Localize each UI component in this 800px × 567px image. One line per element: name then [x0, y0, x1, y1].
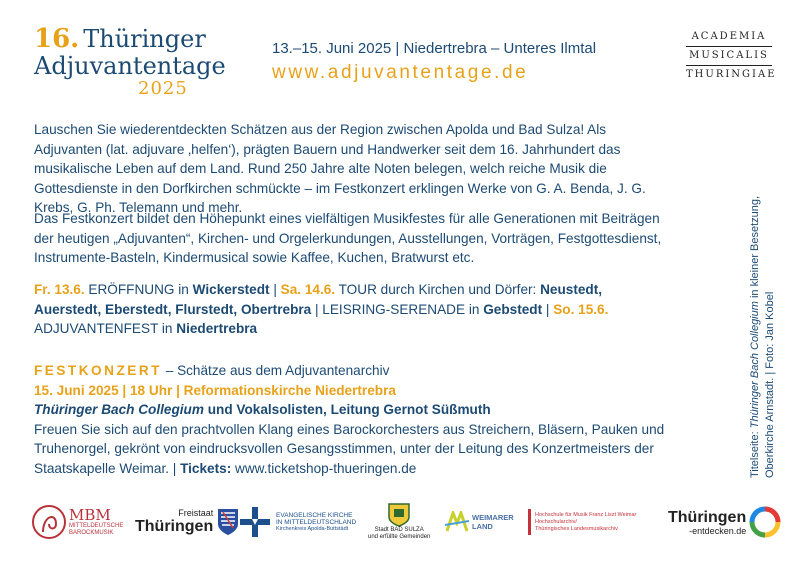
divider	[686, 65, 772, 66]
credit-prefix: Titelseite:	[749, 428, 761, 478]
intro-paragraph: Lauschen Sie wiederentdeckten Schätzen aus der Region zwischen Apolda und Bad Sulza! Als Adjuvanten (lat. adjuvare ‚helfen‘), prägten Bauern und Handwerker seit dem 16. Jahrhundert das musikalische Leben auf dem Land. Rund 250 Jahre alte Noten belegen, welch reiche Musik die Gottesdienste in den Dorfkirchen schmückte – im Festkonzert erklingen Werke von G. A. Benda, J. G. Krebs, G. Ph. Telemann und mehr.	[34, 122, 646, 215]
coat-of-arms-icon	[217, 508, 239, 536]
program-text: | LEISRING-SERENADE in	[311, 301, 484, 317]
credit-line2: Oberkirche Arnstadt. | Foto: Jan Kobel	[764, 291, 776, 478]
divider	[686, 46, 772, 47]
mbm-text: MBM	[69, 506, 111, 524]
thueringen-entdecken-logo	[668, 497, 781, 547]
program-location: Niedertrebra	[176, 321, 258, 336]
ekm-text: Kirchenkreis Apolda-Buttstädt	[276, 525, 349, 532]
ekm-text: IN MITTELDEUTSCHLAND	[276, 518, 357, 526]
weimarer-text: WEIMARER	[472, 513, 514, 522]
concert-description-block	[34, 420, 674, 479]
title-thueringer: Thüringer	[83, 25, 206, 53]
tickets-link[interactable]: www.ticketshop-thueringen.de	[231, 460, 417, 476]
program-text: ERÖFFNUNG in	[84, 282, 193, 297]
colorful-ring-icon	[749, 506, 781, 538]
cross-icon	[240, 507, 270, 537]
festival-logo	[34, 26, 226, 98]
academia-logo	[686, 30, 777, 82]
bad-sulza-logo	[368, 497, 430, 547]
hfm-text: Hochschule für Musik Franz Liszt Weimar	[535, 511, 637, 518]
program-date-sun: So. 15.6.	[553, 301, 609, 317]
te-thueringen-text: Thüringen	[668, 508, 747, 526]
program-location: Gebstedt	[483, 301, 543, 317]
separator: |	[269, 282, 281, 297]
program-location: Neustedt, Auerstedt, Eberstedt, Flurstedt, Obertrebra	[34, 282, 603, 317]
mbm-logo	[32, 497, 123, 547]
program-overview	[34, 280, 664, 339]
ekm-logo	[240, 497, 356, 547]
edition-number: 16.	[34, 24, 80, 54]
weimarer-land-icon	[445, 511, 469, 533]
program-text: ADJUVANTENFEST in	[34, 321, 177, 336]
mbm-emblem-icon	[32, 502, 66, 542]
program-location: Wickerstedt	[192, 282, 270, 297]
weimarer-land-logo	[445, 497, 514, 547]
ensemble-name: Thüringer Bach Collegium	[34, 402, 204, 417]
concert-dateline: 15. Juni 2025 | 18 Uhr | Reformationskirche Niedertrebra	[34, 382, 396, 398]
festkonzert-section	[34, 361, 674, 478]
bad-sulza-text: Stadt BAD SULZA	[374, 527, 424, 533]
thueringen-text: Thüringen	[135, 518, 214, 535]
musicalis-word: MUSICALIS	[689, 50, 769, 61]
festkonzert-label: FESTKONZERT	[34, 363, 162, 378]
credit-rest: in kleiner Besetzung,	[749, 195, 761, 302]
concert-description: Freuen Sie sich auf den prachtvollen Klang eines Barockorchesters aus Streichern, Bläsern, Pauken und Truhenorgel, gekrönt von eindrucksvollen Gesangsstimmen, unter der Leitung des Konzertmeisters der Staatskapelle Weimar. |	[34, 421, 665, 476]
te-entdecken-text: -entdecken.de	[689, 525, 747, 536]
bad-sulza-text: und erfüllte Gemeinden	[368, 534, 431, 540]
festival-year: 2025	[138, 78, 188, 99]
freistaat-thueringen-logo	[135, 497, 239, 547]
freistaat-text: Freistaat	[178, 508, 214, 518]
photo-credit	[748, 178, 778, 478]
hfm-weimar-logo	[528, 497, 636, 547]
hfm-bar-icon	[528, 509, 531, 535]
thuringiae-word: THURINGIAE	[686, 69, 777, 80]
separator: |	[542, 301, 554, 317]
mbm-sub: BAROCKMUSIK	[69, 530, 114, 536]
performers-text: und Vokalsolisten, Leitung Gernot Süßmuth	[203, 402, 491, 417]
website-link[interactable]: www.adjuvantentage.de	[272, 62, 529, 83]
bad-sulza-crest-icon	[388, 503, 410, 527]
festival-paragraph: Das Festkonzert bildet den Höhepunkt eines vielfältigen Musikfestes für alle Generationen mit Beiträgen der heutigen „Adjuvanten“, Kirchen- und Orgelerkundungen, Ausstellungen, Vorträgen, Festgottesdienst, Instrumente-Basteln, Kindermusical sowie Kaffee, Kuchen, Bratwurst etc.	[34, 211, 662, 265]
academia-word: ACADEMIA	[691, 31, 767, 42]
program-text: TOUR durch Kirchen und Dörfer:	[335, 282, 541, 297]
title-adjuvantentage: Adjuvantentage	[34, 52, 226, 80]
program-date-sat: Sa. 14.6.	[280, 282, 336, 297]
hfm-text: Hochschularchiv/	[535, 518, 577, 525]
ekm-text: EVANGELISCHE KIRCHE	[276, 511, 353, 519]
performers-line	[34, 400, 674, 420]
program-date-fri: Fr. 13.6.	[34, 282, 85, 297]
hfm-text: Thüringisches Landesmusikarchiv	[535, 525, 618, 532]
land-text: LAND	[472, 522, 493, 531]
mbm-sub: MITTELDEUTSCHE	[69, 523, 124, 529]
credit-ensemble: Thüringer Bach Collegium	[749, 301, 761, 429]
festkonzert-subtitle: – Schätze aus dem Adjuvantenarchiv	[161, 363, 390, 378]
tickets-label: Tickets:	[180, 460, 232, 476]
event-date-location: 13.–15. Juni 2025 | Niedertrebra – Unteres Ilmtal	[272, 40, 597, 57]
